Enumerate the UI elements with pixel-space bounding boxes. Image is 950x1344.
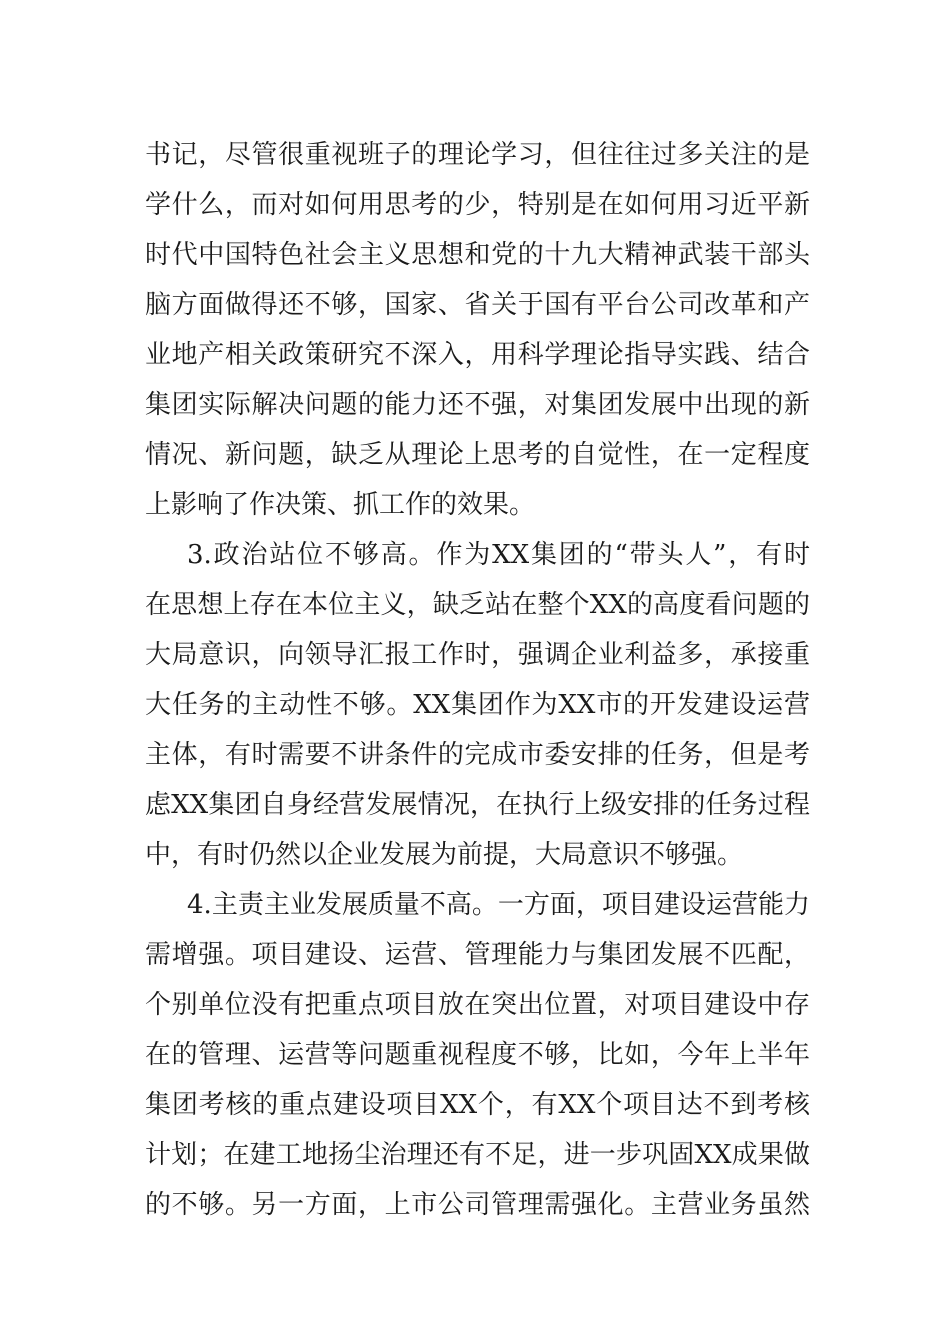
text-line: 大任务的主动性不够。XX集团作为XX市的开发建设运营 [145, 690, 810, 720]
text-line: 集团实际解决问题的能力还不强，对集团发展中出现的新 [145, 390, 810, 420]
paragraph-continued [145, 130, 810, 530]
paragraph-heading-line: 3.政治站位不够高。作为XX集团的“带头人”，有时 [187, 540, 810, 570]
text-line: 集团考核的重点建设项目XX个，有XX个项目达不到考核 [145, 1090, 810, 1120]
text-line: 情况、新问题，缺乏从理论上思考的自觉性，在一定程度 [145, 440, 810, 470]
text-line: 中，有时仍然以企业发展为前提，大局意识不够强。 [145, 840, 744, 870]
text-line: 在思想上存在本位主义，缺乏站在整个XX的高度看问题的 [145, 590, 810, 620]
text-line: 个别单位没有把重点项目放在突出位置，对项目建设中存 [145, 990, 810, 1020]
text-line: 上影响了作决策、抓工作的效果。 [145, 490, 536, 520]
text-line: 脑方面做得还不够，国家、省关于国有平台公司改革和产 [145, 290, 810, 320]
text-line: 大局意识，向领导汇报工作时，强调企业利益多，承接重 [145, 640, 810, 670]
paragraph-4 [145, 880, 810, 1230]
text-line: 计划；在建工地扬尘治理还有不足，进一步巩固XX成果做 [145, 1140, 810, 1170]
paragraph-3 [145, 530, 810, 880]
text-line: 主体，有时需要不讲条件的完成市委安排的任务，但是考 [145, 740, 810, 770]
paragraph-heading-line: 4.主责主业发展质量不高。一方面，项目建设运营能力 [187, 890, 810, 920]
text-line: 在的管理、运营等问题重视程度不够，比如，今年上半年 [145, 1040, 810, 1070]
text-line: 需增强。项目建设、运营、管理能力与集团发展不匹配， [145, 940, 810, 970]
text-line: 书记，尽管很重视班子的理论学习，但往往过多关注的是 [145, 140, 810, 170]
document-body [145, 130, 810, 1230]
text-line: 的不够。另一方面，上市公司管理需强化。主营业务虽然 [145, 1190, 810, 1220]
text-line: 虑XX集团自身经营发展情况，在执行上级安排的任务过程 [145, 790, 810, 820]
text-line: 时代中国特色社会主义思想和党的十九大精神武装干部头 [145, 240, 810, 270]
text-line: 学什么，而对如何用思考的少，特别是在如何用习近平新 [145, 190, 810, 220]
text-line: 业地产相关政策研究不深入，用科学理论指导实践、结合 [145, 340, 810, 370]
